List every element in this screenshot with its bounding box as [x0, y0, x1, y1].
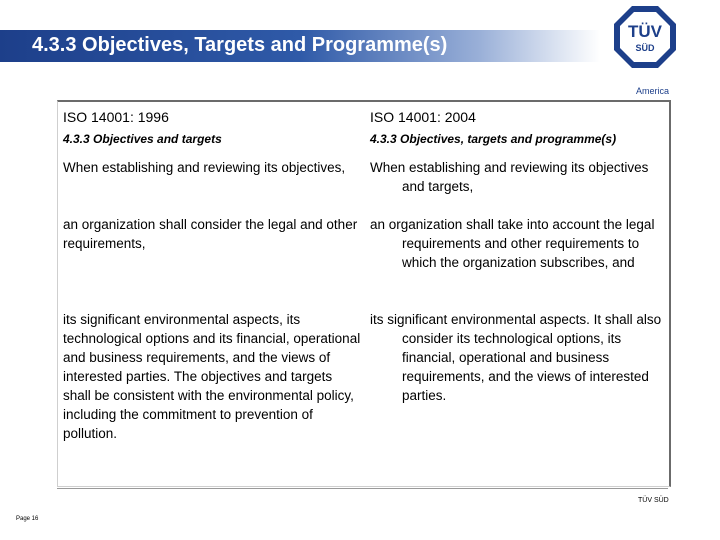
left-subheading: 4.3.3 Objectives and targets [63, 132, 222, 146]
logo-brand-top: TÜV [628, 22, 662, 41]
logo-region: America [636, 86, 670, 96]
logo-brand-bottom: SÜD [635, 43, 655, 53]
page-number: Page 16 [16, 516, 39, 522]
tuv-sud-logo [614, 6, 676, 90]
left-paragraph-3: its significant environmental aspects, its technological options and its financial, operational and business requirements, and the views of interested parties. The objectives and targets shall be consistent with the environmental policy, including the commitment to prevention of pollution. [63, 312, 361, 441]
right-heading: ISO 14001: 2004 [370, 109, 476, 125]
right-subheading: 4.3.3 Objectives, targets and programme(s) [370, 132, 617, 146]
right-paragraph-1: When establishing and reviewing its objectives and targets, [370, 160, 649, 194]
page-title: 4.3.3 Objectives, Targets and Programme(s) [32, 34, 448, 56]
right-paragraph-2: an organization shall take into account the legal requirements and other requirements to which the organization subscribes, and [370, 217, 655, 270]
footer-divider [57, 488, 668, 489]
left-heading: ISO 14001: 1996 [63, 109, 169, 125]
left-paragraph-2: an organization shall consider the legal and other requirements, [63, 217, 358, 251]
left-paragraph-1: When establishing and reviewing its objectives, [63, 160, 346, 175]
right-paragraph-3: its significant environmental aspects. It shall also consider its technological options, its financial, operational and business requirements, and the views of interested parties. [370, 312, 662, 403]
footer-brand: TÜV SÜD [638, 497, 669, 504]
comparison-table [57, 100, 671, 487]
